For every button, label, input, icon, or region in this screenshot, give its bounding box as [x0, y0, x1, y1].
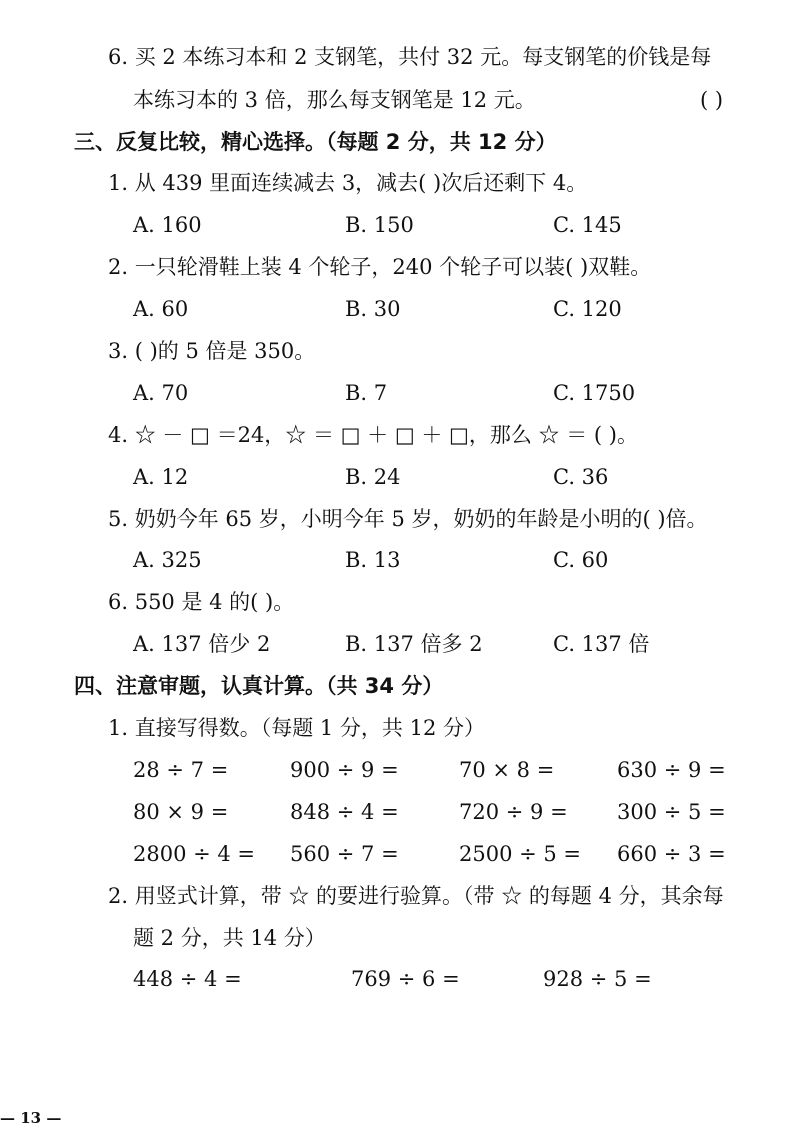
calc-r1-c4: 630 ÷ 9 =	[617, 758, 726, 782]
s3-q2-option-a: A. 60	[133, 297, 189, 321]
vertical-calc-2: 769 ÷ 6 =	[351, 967, 460, 991]
s3-q5-option-b: B. 13	[345, 548, 401, 572]
s3-q1-option-b: B. 150	[345, 213, 414, 237]
calc-r2-c3: 720 ÷ 9 =	[459, 800, 568, 824]
vertical-calc-3: 928 ÷ 5 =	[543, 967, 652, 991]
s3-q6-option-c: C. 137 倍	[553, 632, 650, 656]
page-number: — 13 —	[0, 1109, 62, 1127]
s3-q4-option-b: B. 24	[345, 465, 401, 489]
vertical-calc-1: 448 ÷ 4 =	[133, 967, 242, 991]
q6-line2: 本练习本的 3 倍，那么每支钢笔是 12 元。	[133, 88, 536, 112]
q6-line1: 6. 买 2 本练习本和 2 支钢笔，共付 32 元。每支钢笔的价钱是每	[108, 45, 712, 69]
calc-r3-c4: 660 ÷ 3 =	[617, 842, 726, 866]
calc-r3-c2: 560 ÷ 7 =	[290, 842, 399, 866]
s3-q2-option-b: B. 30	[345, 297, 401, 321]
s3-q1-option-a: A. 160	[133, 213, 202, 237]
s3-q2-option-c: C. 120	[553, 297, 622, 321]
s3-q4-option-c: C. 36	[553, 465, 609, 489]
calc-r1-c1: 28 ÷ 7 =	[133, 758, 229, 782]
s3-q4-option-a: A. 12	[133, 465, 189, 489]
calc-r3-c3: 2500 ÷ 5 =	[459, 842, 582, 866]
calc-r2-c4: 300 ÷ 5 =	[617, 800, 726, 824]
s3-q5-text: 5. 奶奶今年 65 岁，小明今年 5 岁，奶奶的年龄是小明的( )倍。	[108, 507, 708, 531]
s3-q5-option-c: C. 60	[553, 548, 609, 572]
s4-part1-title: 1. 直接写得数。（每题 1 分，共 12 分）	[108, 716, 485, 740]
s3-q6-text: 6. 550 是 4 的( )。	[108, 590, 295, 614]
s3-q6-option-a: A. 137 倍少 2	[133, 632, 271, 656]
s3-q3-option-c: C. 1750	[553, 381, 636, 405]
s3-q5-option-a: A. 325	[133, 548, 202, 572]
s3-q1-text: 1. 从 439 里面连续减去 3，减去( )次后还剩下 4。	[108, 171, 588, 195]
s3-q6-option-b: B. 137 倍多 2	[345, 632, 483, 656]
s3-q2-text: 2. 一只轮滑鞋上装 4 个轮子，240 个轮子可以装( )双鞋。	[108, 255, 652, 279]
calc-r2-c1: 80 × 9 =	[133, 800, 229, 824]
q6-answer-paren: ( )	[700, 88, 724, 112]
section3-title: 三、反复比较，精心选择。（每题 2 分，共 12 分）	[74, 130, 557, 154]
s3-q3-text: 3. ( )的 5 倍是 350。	[108, 339, 316, 363]
s4-part2-title-line1: 2. 用竖式计算，带 ☆ 的要进行验算。（带 ☆ 的每题 4 分，其余每	[108, 884, 724, 908]
section4-title: 四、注意审题，认真计算。（共 34 分）	[74, 674, 444, 698]
s3-q3-option-b: B. 7	[345, 381, 388, 405]
calc-r1-c3: 70 × 8 =	[459, 758, 555, 782]
calc-r3-c1: 2800 ÷ 4 =	[133, 842, 256, 866]
s3-q3-option-a: A. 70	[133, 381, 189, 405]
s4-part2-title-line2: 题 2 分，共 14 分）	[133, 926, 326, 950]
calc-r1-c2: 900 ÷ 9 =	[290, 758, 399, 782]
calc-r2-c2: 848 ÷ 4 =	[290, 800, 399, 824]
s3-q1-option-c: C. 145	[553, 213, 622, 237]
s3-q4-text: 4. ☆ － □ ＝24，☆ ＝ □ ＋ □ ＋ □，那么 ☆ ＝ ( )。	[108, 423, 638, 447]
